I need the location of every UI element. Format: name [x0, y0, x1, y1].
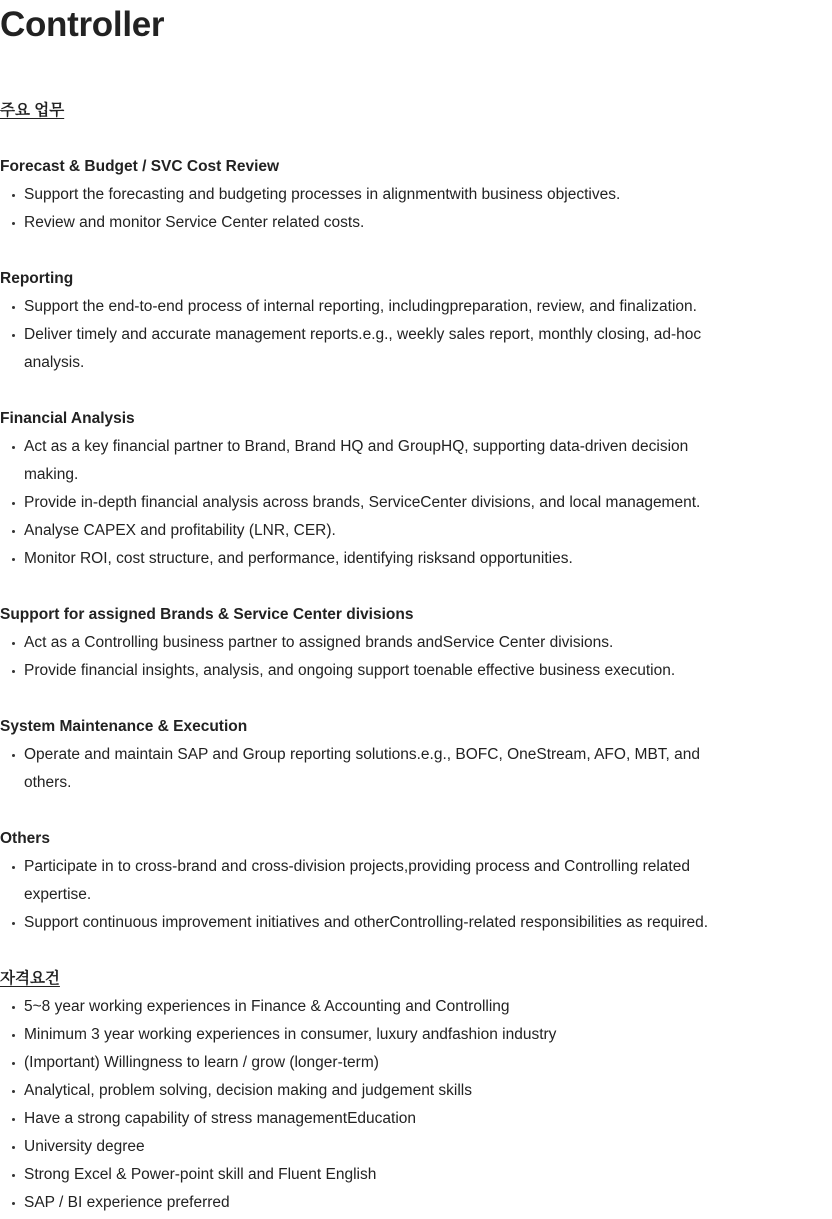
spacer [0, 937, 760, 965]
job-description [0, 97, 760, 1217]
duty-list [0, 293, 760, 377]
list-item: University degree [0, 1133, 740, 1161]
duty-section-heading: System Maintenance & Execution [0, 718, 248, 735]
duty-list [0, 433, 760, 573]
duty-section-heading: Forecast & Budget / SVC Cost Review [0, 158, 280, 175]
list-item: Provide financial insights, analysis, and ongoing support toenable effective business execution. [0, 657, 740, 685]
list-item: Support the end-to-end process of internal reporting, includingpreparation, review, and finalization. [0, 293, 740, 321]
page-title: Controller [0, 5, 165, 44]
list-item: SAP / BI experience preferred [0, 1189, 740, 1217]
requirements-heading: 자격요건 [0, 970, 60, 987]
list-item: Support the forecasting and budgeting processes in alignmentwith business objectives. [0, 181, 740, 209]
spacer [0, 237, 760, 265]
list-item: Act as a key financial partner to Brand, Brand HQ and GroupHQ, supporting data-driven decision making. [0, 433, 740, 489]
spacer [0, 797, 760, 825]
list-item: Strong Excel & Power-point skill and Fluent English [0, 1161, 740, 1189]
duties-heading: 주요 업무 [0, 102, 65, 119]
list-item: 5~8 year working experiences in Finance & Accounting and Controlling [0, 993, 740, 1021]
list-item: Have a strong capability of stress managementEducation [0, 1105, 740, 1133]
duty-section-heading: Financial Analysis [0, 410, 135, 427]
duty-list [0, 181, 760, 237]
list-item: Analyse CAPEX and profitability (LNR, CER). [0, 517, 740, 545]
duty-section-heading: Support for assigned Brands & Service Center divisions [0, 606, 414, 623]
requirements-list [0, 993, 760, 1217]
duty-section-heading: Others [0, 830, 50, 847]
spacer [0, 573, 760, 601]
duty-list [0, 741, 760, 797]
list-item: Minimum 3 year working experiences in consumer, luxury andfashion industry [0, 1021, 740, 1049]
list-item: Act as a Controlling business partner to assigned brands andService Center divisions. [0, 629, 740, 657]
spacer [0, 377, 760, 405]
list-item: Participate in to cross-brand and cross-division projects,providing process and Controlling related expertise. [0, 853, 740, 909]
list-item: Operate and maintain SAP and Group reporting solutions.e.g., BOFC, OneStream, AFO, MBT, and others. [0, 741, 740, 797]
list-item: Review and monitor Service Center related costs. [0, 209, 740, 237]
spacer [0, 125, 760, 153]
list-item: Support continuous improvement initiatives and otherControlling-related responsibilities as required. [0, 909, 740, 937]
list-item: Analytical, problem solving, decision making and judgement skills [0, 1077, 740, 1105]
duty-list [0, 853, 760, 937]
list-item: Provide in-depth financial analysis across brands, ServiceCenter divisions, and local management. [0, 489, 740, 517]
spacer [0, 685, 760, 713]
duty-section-heading: Reporting [0, 270, 74, 287]
list-item: Deliver timely and accurate management reports.e.g., weekly sales report, monthly closing, ad-hoc analysis. [0, 321, 740, 377]
duty-list [0, 629, 760, 685]
list-item: (Important) Willingness to learn / grow (longer-term) [0, 1049, 740, 1077]
list-item: Monitor ROI, cost structure, and performance, identifying risksand opportunities. [0, 545, 740, 573]
